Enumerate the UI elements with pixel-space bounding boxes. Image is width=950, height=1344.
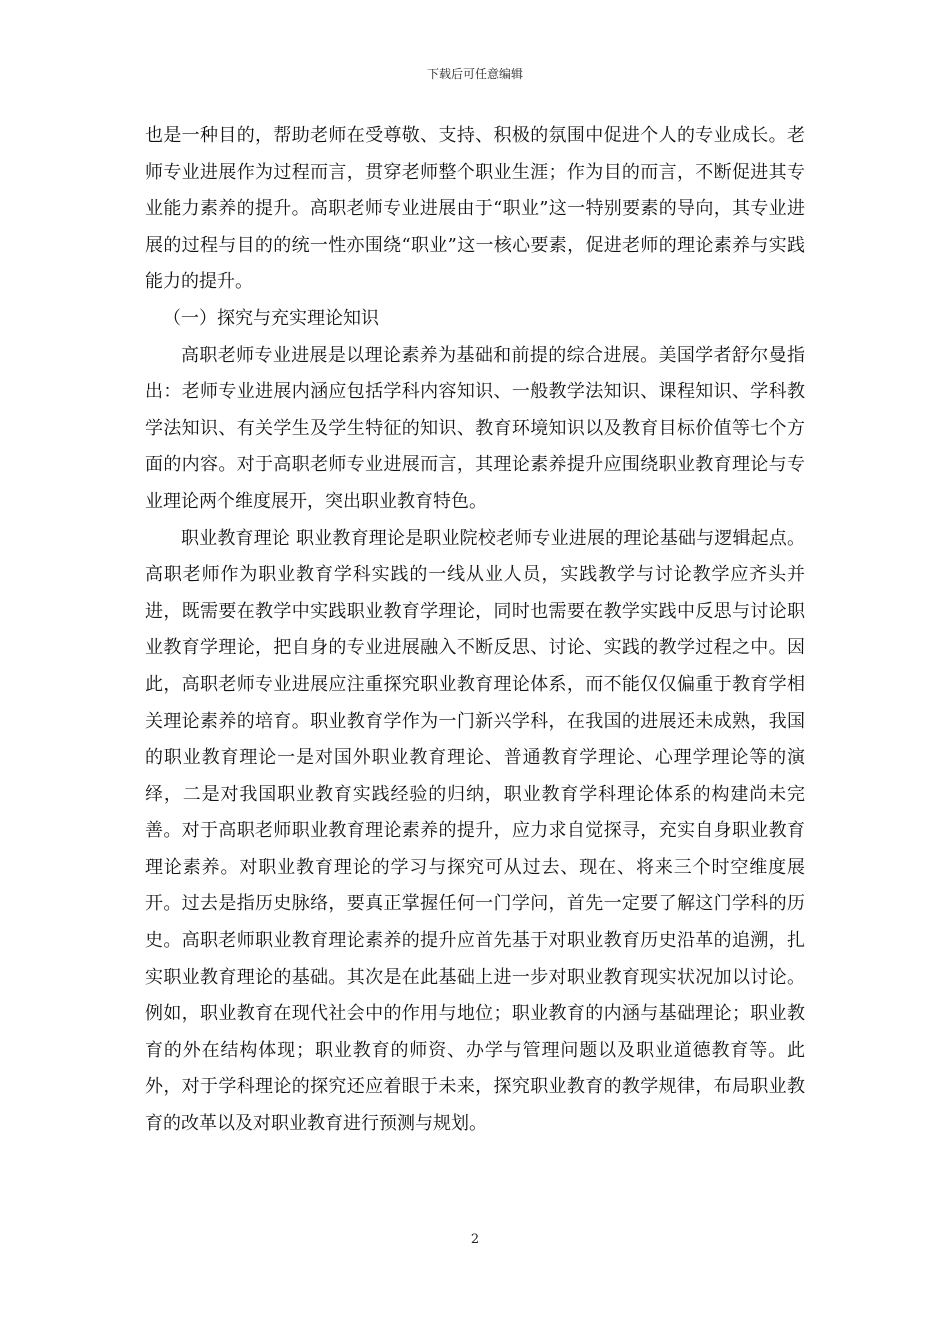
paragraph-continuation: 也是一种目的，帮助老师在受尊敬、支持、积极的氛围中促进个人的专业成长。老师专业进展作为过程而言，贯穿老师整个职业生涯；作为目的而言，不断促进其专业能力素养的提升。高职老师专业进展由于“职业”这一特别要素的导向，其专业进展的过程与目的的统一性亦围绕“职业”这一核心要素，促进老师的理论素养与实践能力的提升。 bbox=[145, 125, 805, 293]
paragraph-vocational-education-theory: 职业教育理论 职业教育理论是职业院校老师专业进展的理论基础与逻辑起点。高职老师作为职业教育学科实践的一线从业人员，实践教学与讨论教学应齐头并进，既需要在教学中实践职业教育学理论，同时也需要在教学实践中反思与讨论职业教育学理论，把自身的专业进展融入不断反思、讨论、实践的教学过程之中。因此，高职老师专业进展应注重探究职业教育理论体系，而不能仅仅偏重于教育学相关理论素养的培育。职业教育学作为一门新兴学科，在我国的进展还未成熟，我国的职业教育理论一是对国外职业教育理论、普通教育学理论、心理学理论等的演绎，二是对我国职业教育实践经验的归纳，职业教育学科理论体系的构建尚未完善。对于高职老师职业教育理论素养的提升，应力求自觉探寻，充实自身职业教育理论素养。对职业教育理论的学习与探究可从过去、现在、将来三个时空维度展开。过去是指历史脉络，要真正掌握任何一门学问，首先一定要了解这门学科的历史。高职老师职业教育理论素养的提升应首先基于对职业教育历史沿革的追溯，扎实职业教育理论的基础。其次是在此基础上进一步对职业教育现实状况加以讨论。例如，职业教育在现代社会中的作用与地位；职业教育的内涵与基础理论；职业教育的外在结构体现；职业教育的师资、办学与管理问题以及职业道德教育等。此外，对于学科理论的探究还应着眼于未来，探究职业教育的教学规律，布局职业教育的改革以及对职业教育进行预测与规划。 bbox=[145, 527, 805, 1135]
section-heading: （一）探究与充实理论知识 bbox=[163, 307, 379, 329]
page-number: 2 bbox=[470, 1232, 480, 1247]
page-header: 下载后可任意编辑 bbox=[426, 67, 523, 81]
paragraph-theory-knowledge: 高职老师专业进展是以理论素养为基础和前提的综合进展。美国学者舒尔曼指出：老师专业进展内涵应包括学科内容知识、一般教学法知识、课程知识、学科教学法知识、有关学生及学生特征的知识、教育环境知识以及教育目标价值等七个方面的内容。对于高职老师专业进展而言，其理论素养提升应围绕职业教育理论与专业理论两个维度展开，突出职业教育特色。 bbox=[145, 344, 805, 512]
document-body bbox=[145, 118, 805, 1143]
